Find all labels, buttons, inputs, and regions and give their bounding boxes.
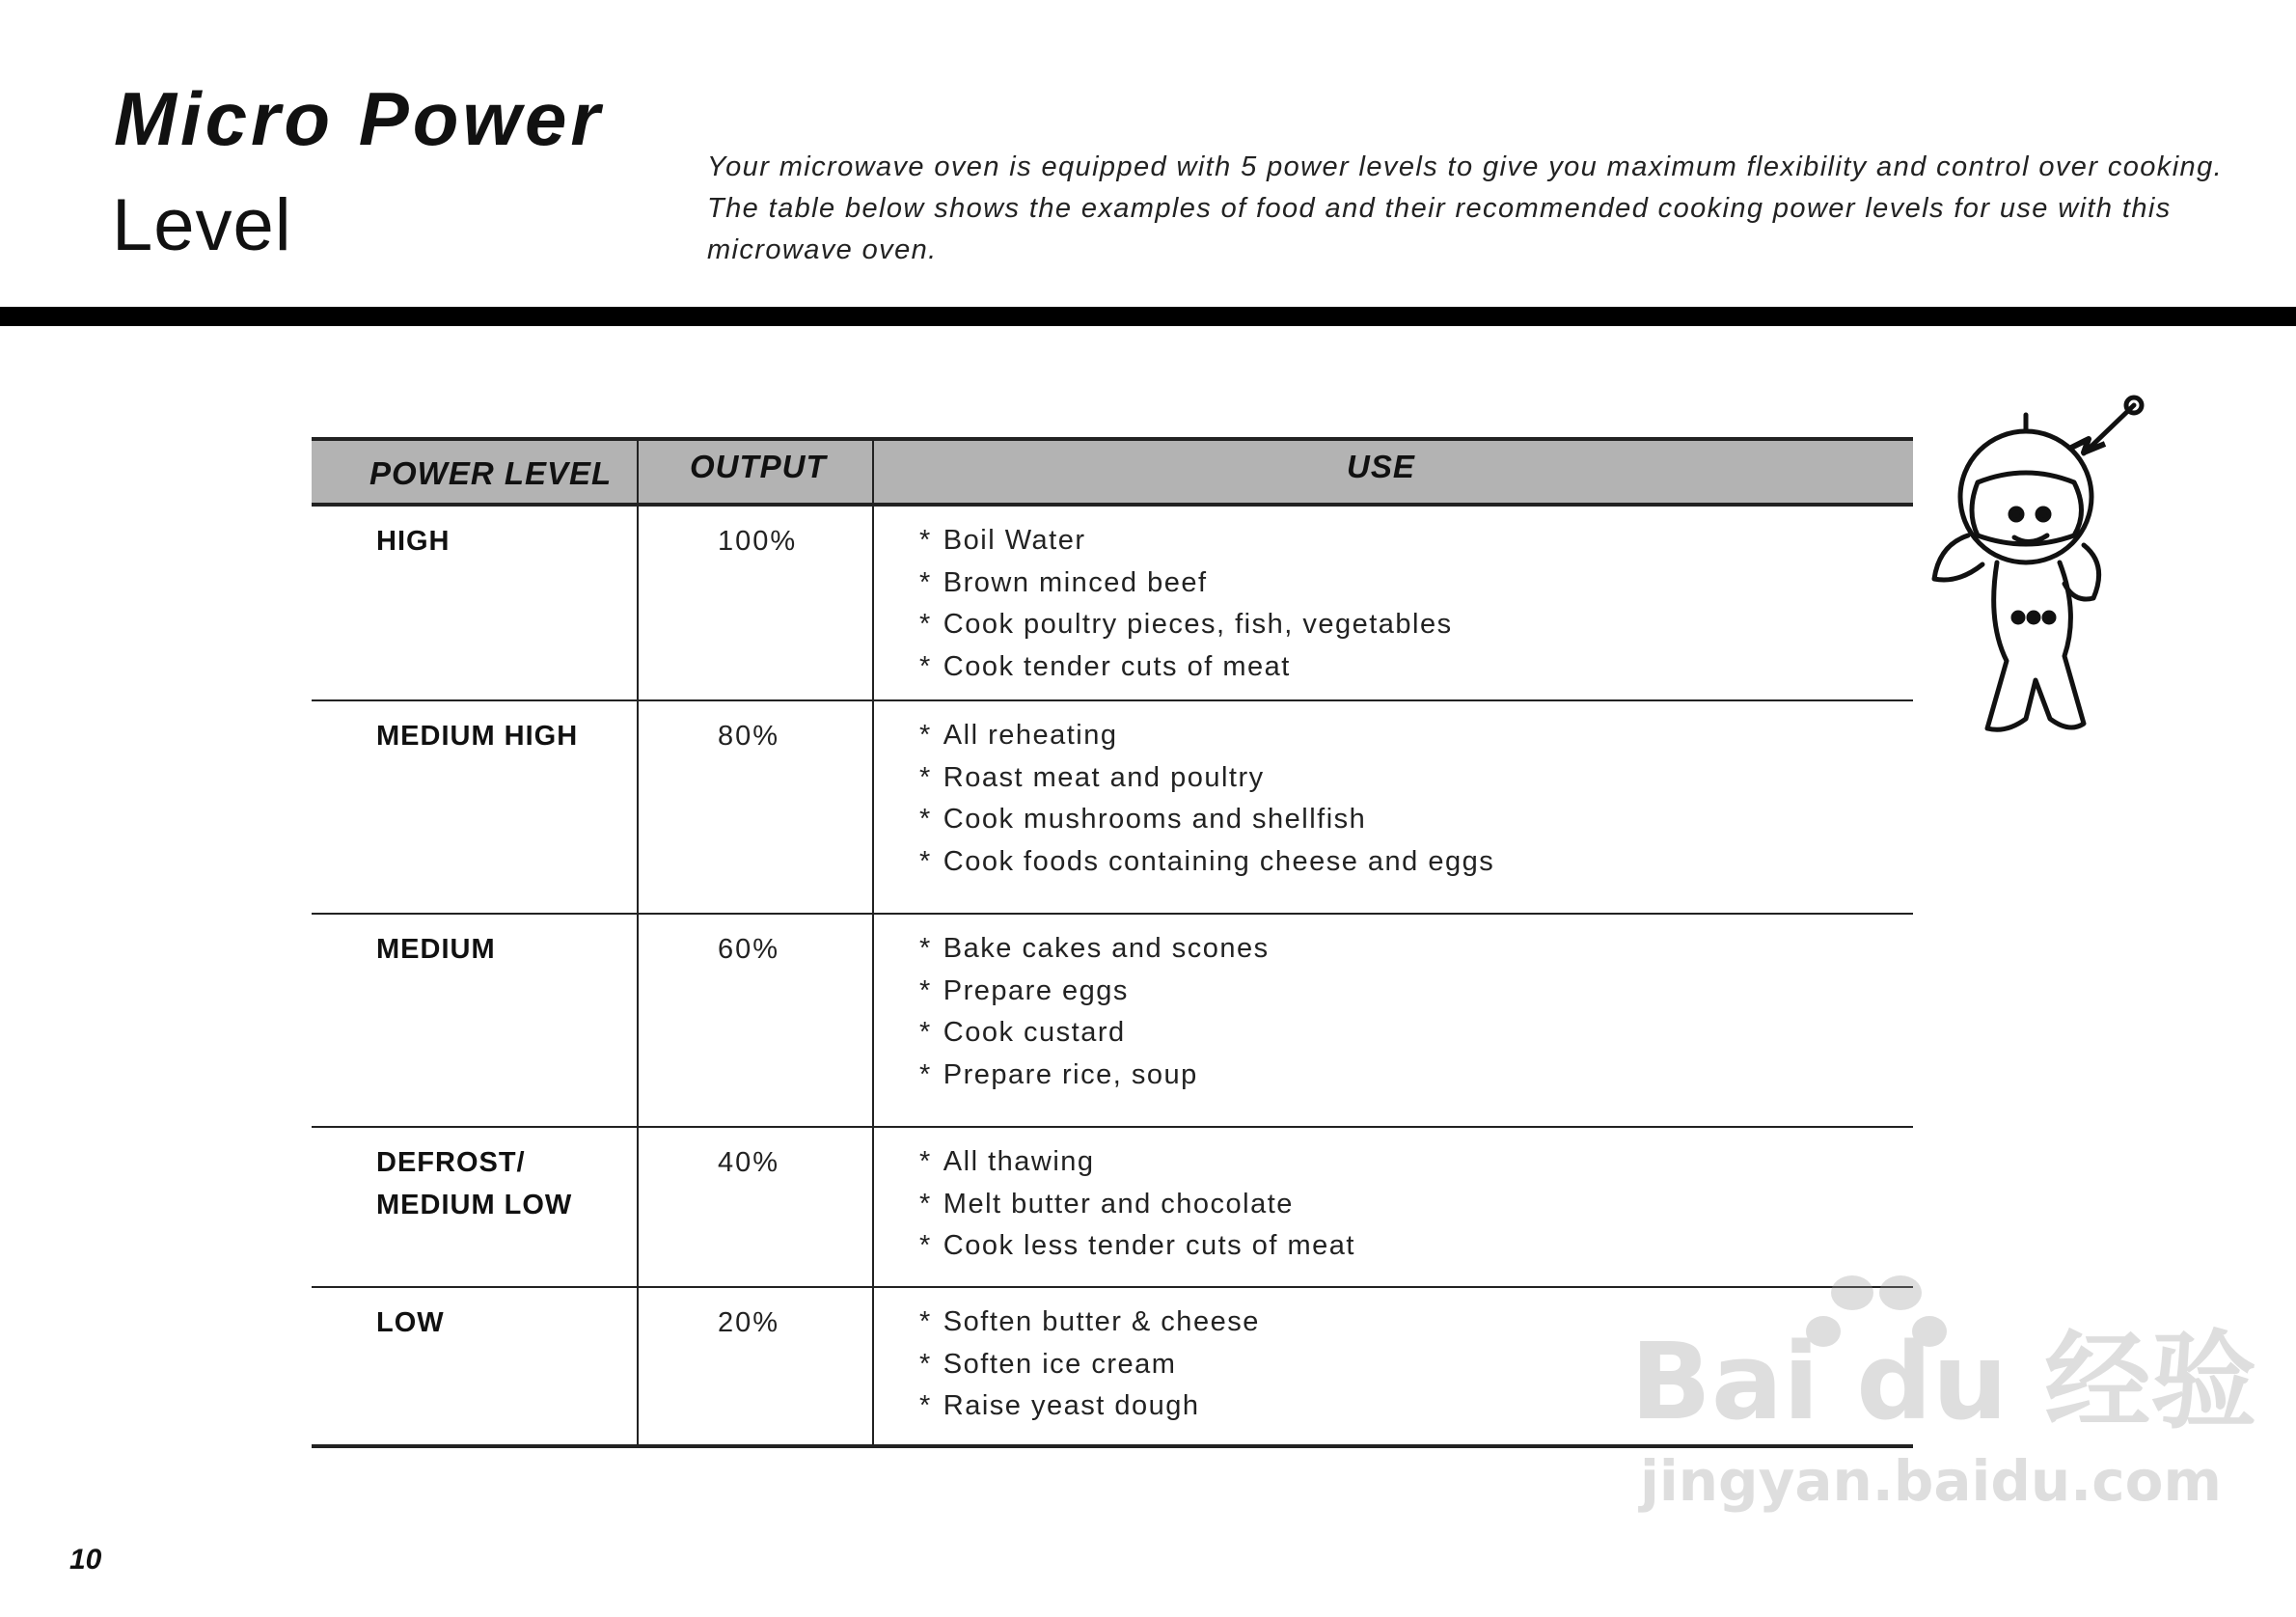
power-level-cell [376,1141,572,1226]
column-divider [637,507,639,699]
power-level-text: MEDIUM [376,934,496,965]
power-level-text: MEDIUM LOW [376,1190,573,1220]
use-list [919,1141,1355,1268]
page-title: Micro Power [114,76,604,161]
column-divider [637,701,639,913]
table-row [312,1128,1913,1288]
output-cell: 20% [718,1307,780,1338]
use-item: * All thawing [919,1141,1355,1184]
use-item: * Raise yeast dough [919,1385,1260,1428]
use-item: * Brown minced beef [919,562,1453,605]
use-item: * Soften ice cream [919,1344,1260,1386]
use-list [919,520,1453,688]
watermark-brand-text: Bai du 经验 [1630,1320,2257,1443]
watermark-url-text: jingyan.baidu.com [1640,1448,2222,1514]
output-cell: 40% [718,1147,780,1178]
intro-line: Your microwave oven is equipped with 5 power levels to give you maximum flexibility and control over cooking. [707,151,2224,182]
column-header-power-level: POWER LEVEL [369,455,613,491]
use-item: * Prepare rice, soup [919,1055,1270,1097]
power-level-cell [376,715,578,757]
power-level-cell [376,520,451,562]
output-cell: 80% [718,721,780,752]
use-item: * Boil Water [919,520,1453,562]
column-header-output: OUTPUT [690,449,827,484]
power-level-text: MEDIUM HIGH [376,721,579,752]
use-item: * All reheating [919,715,1494,757]
use-item: * Cook poultry pieces, fish, vegetables [919,604,1453,646]
page-number: 10 [69,1544,102,1576]
intro-paragraph [707,147,2224,271]
page-subtitle: Level [112,184,292,266]
column-divider [637,1288,639,1444]
power-level-cell [376,1302,445,1344]
mascot-body [1987,562,2084,729]
intro-line: The table below shows the examples of food and their recommended cooking power levels for use with this [707,193,2172,224]
power-level-cell [376,928,496,971]
column-divider [872,1128,874,1286]
use-item: * Cook foods containing cheese and eggs [919,841,1494,884]
use-list [919,928,1270,1096]
use-item: * Bake cakes and scones [919,928,1270,971]
use-item: * Soften butter & cheese [919,1302,1260,1344]
column-header-use: USE [1347,449,1415,484]
column-divider [872,1288,874,1444]
table-row [312,915,1913,1128]
column-divider [872,437,874,507]
use-item: * Cook tender cuts of meat [919,646,1453,689]
use-item: * Cook mushrooms and shellfish [919,799,1494,841]
column-divider [872,507,874,699]
use-list [919,715,1494,883]
use-item: * Prepare eggs [919,971,1270,1013]
column-divider [637,1128,639,1286]
use-item: * Roast meat and poultry [919,757,1494,800]
use-item: * Cook less tender cuts of meat [919,1225,1355,1268]
baidu-watermark-logo [1621,1274,2257,1524]
column-divider [637,437,639,507]
mascot-face-plate [1972,473,2082,544]
use-item: * Melt butter and chocolate [919,1184,1355,1226]
output-cell: 60% [718,934,780,965]
intro-line: microwave oven. [707,234,938,265]
microwave-mascot-illustration [1929,439,2171,748]
column-divider [637,915,639,1126]
power-level-text: LOW [376,1307,445,1338]
power-level-text: DEFROST/ [376,1147,526,1178]
table-row [312,507,1913,701]
column-divider [872,915,874,1126]
output-cell: 100% [718,526,798,557]
power-level-text: HIGH [376,526,451,557]
header-divider [0,307,2296,326]
table-header-row [312,437,1913,507]
use-list [919,1302,1260,1428]
column-divider [872,701,874,913]
use-item: * Cook custard [919,1012,1270,1055]
table-row [312,701,1913,915]
